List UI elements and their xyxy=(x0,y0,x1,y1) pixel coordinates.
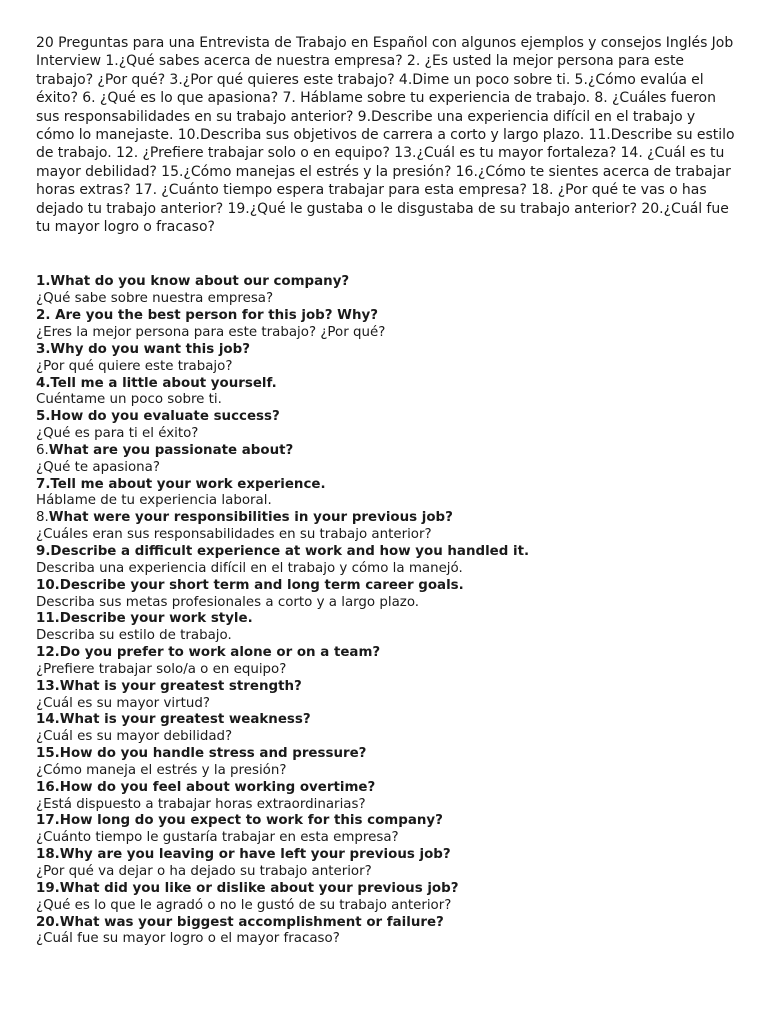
answer-spanish: Describa su estilo de trabajo. xyxy=(36,628,232,644)
question-text: What do you know about our company? xyxy=(50,274,350,290)
question-list xyxy=(36,274,736,948)
question-number: 10. xyxy=(36,577,60,593)
question-text: What is your greatest weakness? xyxy=(59,712,311,728)
question-number: 3. xyxy=(36,341,51,357)
question-number: 17. xyxy=(36,813,60,829)
question-number: 6. xyxy=(36,442,49,458)
question-number: 1. xyxy=(36,274,51,290)
question-number: 19. xyxy=(36,880,60,896)
question-text: Describe your short term and long term career goals. xyxy=(59,577,464,593)
question-number: 20. xyxy=(36,914,60,930)
question-item xyxy=(36,308,736,342)
answer-spanish: ¿Eres la mejor persona para este trabajo? ¿Por qué? xyxy=(36,325,386,340)
answer-spanish: ¿Cuánto tiempo le gustaría trabajar en esta empresa? xyxy=(36,830,399,846)
question-number: 9. xyxy=(36,543,51,559)
question-item xyxy=(36,679,736,713)
question-text: What are you passionate about? xyxy=(48,442,294,458)
question-english xyxy=(36,645,736,662)
answer-spanish: ¿Qué te apasiona? xyxy=(36,459,160,475)
question-item xyxy=(36,477,736,511)
answer-spanish: ¿Qué sabe sobre nuestra empresa? xyxy=(36,291,274,307)
question-english xyxy=(36,611,736,628)
question-text: What did you like or dislike about your previous job? xyxy=(59,880,459,896)
question-item xyxy=(36,712,736,746)
answer-spanish: ¿Por qué va dejar o ha dejado su trabajo anterior? xyxy=(36,864,372,879)
answer-spanish: ¿Cuáles eran sus responsabilidades en su trabajo anterior? xyxy=(36,527,432,543)
question-item xyxy=(36,645,736,679)
document-page xyxy=(36,34,736,948)
question-text: Describe your work style. xyxy=(59,611,253,627)
question-text: How do you evaluate success? xyxy=(50,409,280,425)
question-english xyxy=(36,409,736,426)
answer-spanish: ¿Está dispuesto a trabajar horas extraordinarias? xyxy=(36,796,366,812)
question-item xyxy=(36,376,736,410)
question-number: 11. xyxy=(36,611,60,627)
question-number: 13. xyxy=(36,678,60,694)
question-item xyxy=(36,881,736,915)
question-english xyxy=(36,376,736,393)
question-text: How do you handle stress and pressure? xyxy=(59,746,367,762)
question-text: Do you prefer to work alone or on a team? xyxy=(59,645,381,661)
question-number: 7. xyxy=(36,476,51,492)
question-item xyxy=(36,443,736,477)
question-text: Why are you leaving or have left your previous job? xyxy=(59,847,451,863)
question-english xyxy=(36,308,736,325)
question-item xyxy=(36,274,736,308)
answer-spanish: Háblame de tu experiencia laboral. xyxy=(36,493,272,509)
question-english xyxy=(36,712,736,729)
question-text: What is your greatest strength? xyxy=(59,678,302,694)
question-number: 14. xyxy=(36,712,60,728)
answer-spanish: ¿Cómo maneja el estrés y la presión? xyxy=(36,762,287,778)
question-item xyxy=(36,578,736,612)
question-item xyxy=(36,847,736,881)
question-english xyxy=(36,780,736,797)
question-text: Are you the best person for this job? Why? xyxy=(55,308,378,324)
question-text: What were your responsibilities in your previous job? xyxy=(48,510,453,526)
question-number: 16. xyxy=(36,779,60,795)
question-english xyxy=(36,746,736,763)
answer-spanish: ¿Prefiere trabajar solo/a o en equipo? xyxy=(36,661,287,677)
question-english xyxy=(36,510,736,527)
question-english xyxy=(36,813,736,830)
question-item xyxy=(36,746,736,780)
question-english xyxy=(36,274,736,291)
question-item xyxy=(36,611,736,645)
question-number: 15. xyxy=(36,746,60,762)
question-text: How long do you expect to work for this company? xyxy=(59,813,443,829)
question-item xyxy=(36,510,736,544)
answer-spanish: ¿Qué es para ti el éxito? xyxy=(36,426,199,442)
question-number: 8. xyxy=(36,510,49,526)
question-text: How do you feel about working overtime? xyxy=(59,779,376,795)
question-number: 12. xyxy=(36,645,60,661)
question-text: Describe a difficult experience at work and how you handled it. xyxy=(50,543,530,559)
intro-paragraph: 20 Preguntas para una Entrevista de Trabajo en Español con algunos ejemplos y consejos Inglés Job Interview 1.¿Qué sabes acerca de nuestra empresa? 2. ¿Es usted la mejor persona para este trabajo? ¿Por qué? 3.¿Por qué quieres este trabajo? 4.Dime un poco sobre ti. 5.¿Cómo evalúa el éxito? 6. ¿Qué es lo que apasiona? 7. Háblame sobre tu experiencia de trabajo. 8. ¿Cuáles fueron sus responsabilidades en su trabajo anterior? 9.Describe una experiencia difícil en el trabajo y cómo lo manejaste. 10.Describa sus objetivos de carrera a corto y largo plazo. 11.Describe su estilo de trabajo. 12. ¿Prefiere trabajar solo o en equipo? 13.¿Cuál es tu mayor fortaleza? 14. ¿Cuál es tu mayor debilidad? 15.¿Cómo manejas el estrés y la presión? 16.¿Cómo te sientes acerca de trabajar horas extras? 17. ¿Cuánto tiempo espera trabajar para esta empresa? 18. ¿Por qué te vas o has dejado tu trabajo anterior? 19.¿Qué le gustaba o le disgustaba de su trabajo anterior? 20.¿Cuál fue tu mayor logro o fracaso? xyxy=(36,35,735,236)
answer-spanish: ¿Cuál es su mayor virtud? xyxy=(36,695,210,711)
question-number: 18. xyxy=(36,847,60,863)
answer-spanish: ¿Cuál fue su mayor logro o el mayor fracaso? xyxy=(36,931,340,947)
question-item xyxy=(36,780,736,814)
answer-spanish: Describa una experiencia difícil en el trabajo y cómo la manejó. xyxy=(36,560,463,576)
question-item xyxy=(36,915,736,949)
question-english xyxy=(36,544,736,561)
question-english xyxy=(36,915,736,932)
answer-spanish: ¿Cuál es su mayor debilidad? xyxy=(36,729,233,745)
question-english xyxy=(36,578,736,595)
question-item xyxy=(36,544,736,578)
answer-spanish: ¿Por qué quiere este trabajo? xyxy=(36,358,233,374)
question-text: Tell me a little about yourself. xyxy=(50,375,277,391)
question-english xyxy=(36,679,736,696)
question-item xyxy=(36,813,736,847)
question-item xyxy=(36,409,736,443)
question-text: Tell me about your work experience. xyxy=(50,476,326,492)
question-text: What was your biggest accomplishment or failure? xyxy=(59,914,444,930)
question-number: 4. xyxy=(36,375,51,391)
question-english xyxy=(36,443,736,460)
question-english xyxy=(36,342,736,359)
question-number: 5. xyxy=(36,409,51,425)
question-number: 2. xyxy=(36,308,56,324)
question-item xyxy=(36,342,736,376)
answer-spanish: Describa sus metas profesionales a corto y a largo plazo. xyxy=(36,594,420,610)
question-english xyxy=(36,881,736,898)
answer-spanish: Cuéntame un poco sobre ti. xyxy=(36,392,222,408)
question-english xyxy=(36,477,736,494)
question-text: Why do you want this job? xyxy=(50,341,250,357)
question-english xyxy=(36,847,736,864)
answer-spanish: ¿Qué es lo que le agradó o no le gustó de su trabajo anterior? xyxy=(36,897,452,913)
